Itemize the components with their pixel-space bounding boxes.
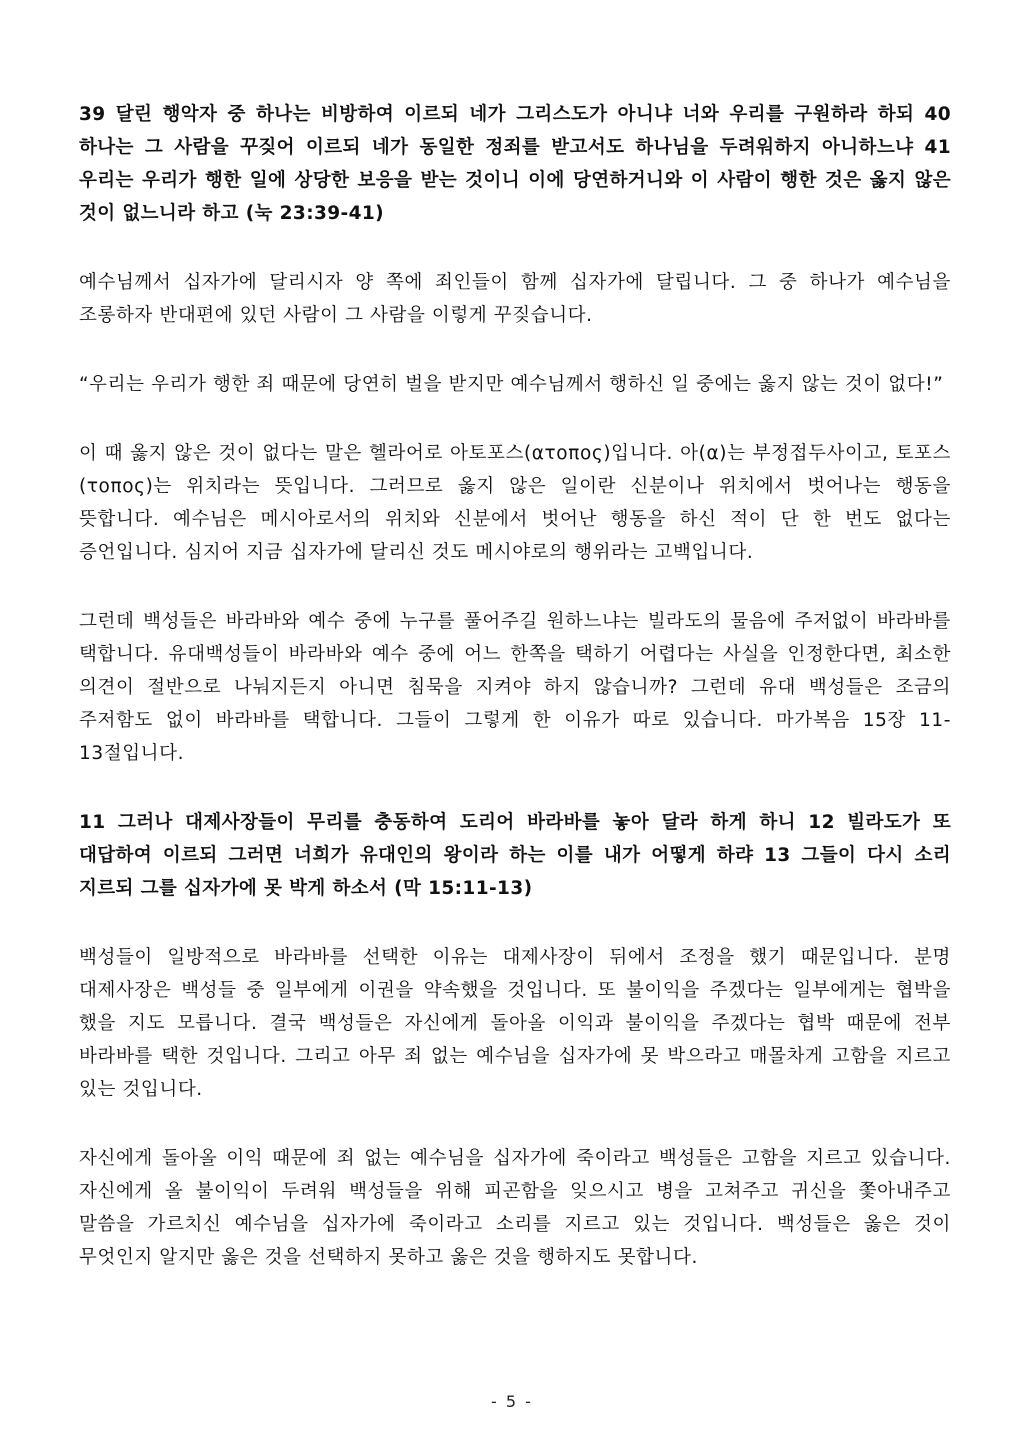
body-paragraph: “우리는 우리가 행한 죄 때문에 당연히 벌을 받지만 예수님께서 행하신 일 중에는 옳지 않는 것이 없다!” <box>79 374 944 395</box>
page-number: - 5 - <box>491 1392 533 1411</box>
body-paragraph: 자신에게 돌아올 이익 때문에 죄 없는 예수님을 십자가에 죽이라고 백성들은 고함을 지르고 있습니다. 자신에게 올 불이익이 두려워 백성들을 위해 피곤함을 잊으시고 병을 고쳐주고 귀신을 쫓아내주고 말씀을 가르치신 예수님을 십자가에 죽이라고 소리를 지르고 있는 것입니다. 백성들은 옳은 것이 무엇인지 알지만 옳은 것을 선택하지 못하고 옳은 것을 행하지도 못합니다. <box>79 1148 951 1268</box>
body-paragraph: 그런데 백성들은 바라바와 예수 중에 누구를 풀어주길 원하느냐는 빌라도의 물음에 주저없이 바라바를 택합니다. 유대백성들이 바라바와 예수 중에 어느 한쪽을 택하기 어렵다는 사실을 인정한다면, 최소한 의견이 절반으로 나눠지든지 아니면 침묵을 지켜야 하지 않습니까? 그런데 유대 백성들은 조금의 주저함도 없이 바라바를 택합니다. 그들이 그렇게 한 이유가 따로 있습니다. 마가복음 15장 11-13절입니다. <box>79 611 951 764</box>
body-paragraph: 이 때 옳지 않은 것이 없다는 말은 헬라어로 아토포스(ατοπος)입니다. 아(α)는 부정접두사이고, 토포스(τοπος)는 위치라는 뜻입니다. 그러므로 옳지 않은 일이란 신분이나 위치에서 벗어나는 행동을 뜻합니다. 예수님은 메시아로서의 위치와 신분에서 벗어난 행동을 하신 적이 단 한 번도 없다는 증언입니다. 심지어 지금 십자가에 달리신 것도 메시야로의 행위라는 고백입니다. <box>79 443 951 563</box>
scripture-quote-luke: 39 달린 행악자 중 하나는 비방하여 이르되 네가 그리스도가 아니냐 너와 우리를 구원하라 하되 40 하나는 그 사람을 꾸짖어 이르되 네가 동일한 정죄를 받고서도 하나님을 두려워하지 아니하느냐 41 우리는 우리가 행한 일에 상당한 보응을 받는 것이니 이에 당연하거니와 이 사람이 행한 것은 옳지 않은 것이 없느니라 하고 (눅 23:39-41) <box>79 104 951 224</box>
scripture-quote-mark: 11 그러나 대제사장들이 무리를 충동하여 도리어 바라바를 놓아 달라 하게 하니 12 빌라도가 또 대답하여 이르되 그러면 너희가 유대인의 왕이라 하는 이를 내가 어떻게 하랴 13 그들이 다시 소리 지르되 그를 십자가에 못 박게 하소서 (막 15:11-13) <box>79 812 951 899</box>
body-paragraph: 예수님께서 십자가에 달리시자 양 쪽에 죄인들이 함께 십자가에 달립니다. 그 중 하나가 예수님을 조롱하자 반대편에 있던 사람이 그 사람을 이렇게 꾸짖습니다. <box>79 272 951 326</box>
document-page <box>79 98 951 1310</box>
body-paragraph: 백성들이 일방적으로 바라바를 선택한 이유는 대제사장이 뒤에서 조정을 했기 때문입니다. 분명 대제사장은 백성들 중 일부에게 이권을 약속했을 것입니다. 또 불이익을 주겠다는 일부에게는 협박을 했을 지도 모릅니다. 결국 백성들은 자신에게 돌아올 이익과 불이익을 주겠다는 협박 때문에 전부 바라바를 택한 것입니다. 그리고 아무 죄 없는 예수님을 십자가에 못 박으라고 매몰차게 고함을 지르고 있는 것입니다. <box>79 947 951 1100</box>
